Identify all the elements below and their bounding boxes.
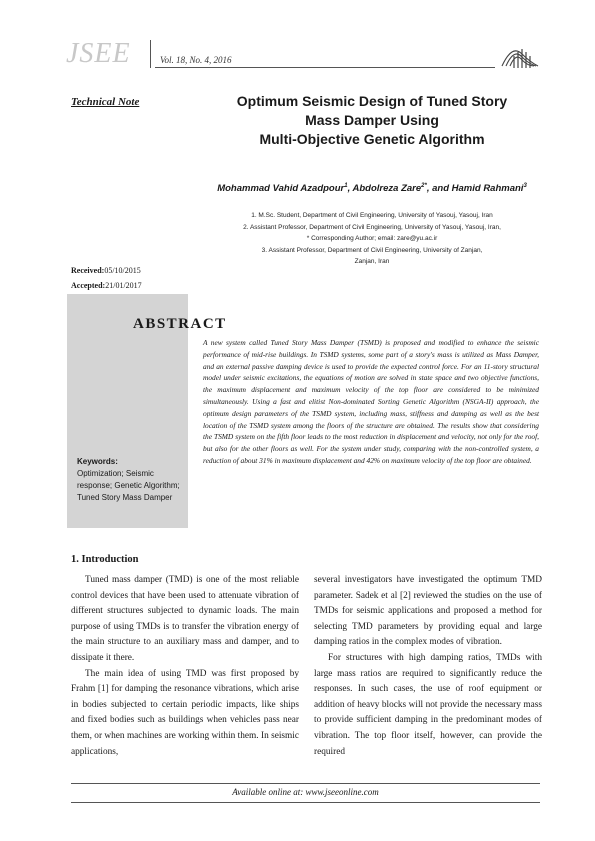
keywords-block [77,456,181,504]
affiliation-line: * Corresponding Author; email: zare@yu.ac.ir [306,235,438,242]
affiliations [190,210,554,268]
section-heading: 1. Introduction [71,554,139,565]
footer-rule-bottom [71,802,540,803]
journal-logo: JSEE [66,38,131,69]
footer-rule-top [71,783,540,784]
body-paragraph: several investigators have investigated the optimum TMD parameter. Sadek et al [2] reviewed the studies on the use of TMDs for seismic applications and proposed a method for selecting TMD parameters by providing equal and large damping ratios in the complex modes of vibration. [314,575,542,648]
accepted-label: Accepted: [71,281,106,290]
accepted-value: 21/01/2017 [105,281,142,290]
title-line: Optimum Seismic Design of Tuned Story [236,93,508,109]
article-dates [71,263,142,293]
author-separator: , and [426,183,452,195]
author-name: Mohammad Vahid Azadpour [217,183,345,195]
author-list [190,183,554,194]
volume-info: Vol. 18, No. 4, 2016 [160,55,232,65]
accepted-date [71,278,142,293]
author-name: Hamid Rahmani [451,183,524,195]
affiliation-line: Zanjan, Iran [354,258,390,265]
affiliation-line: 3. Assistant Professor, Department of Civil Engineering, University of Zanjan, [261,246,483,254]
received-date [71,263,142,278]
footer-text: Available online at: www.jseeonline.com [232,787,379,797]
body-column-left [71,573,299,760]
abstract-text: A new system called Tuned Story Mass Damper (TSMD) is proposed and modified to enhance the seismic performance of mid-rise buildings. In TSMD systems, some part of a story's mass is utilized as Mass Damper, and an external passive damping device is used to provide the expected control force. For an 11-story structural model under seismic excitations, the equations of motion are solved in state space and two objective functions, the maximum displacement and maximum velocity of the top floor are considered to be minimized simultaneously. Using a fast and elitist Non-dominated Sorting Genetic Algorithm (NSGA-II) approach, the optimum design parameters of the TSMD system, including mass, stiffness and damping as well as the best location of the TSMD system among the floors of the structure are obtained. The results show that considering the TSMD system on the fifth floor leads to the most reduction in displacement and velocity, not only for the roof, but also for the other floors as well. For the system under study, comparing with the non-controlled system, a reduction of about 31% in maximum displacement and 42% on maximum velocity of the top floor are obtained. [203,338,539,465]
author-separator: , [347,183,353,195]
author-name: Abdolreza Zare [352,183,422,195]
abstract-heading: ABSTRACT [133,316,227,332]
body-paragraph: For structures with high damping ratios, TMDs with large mass ratios are required to significantly reduce the responses. In such cases, the use of roof equipment or addition of heavy blocks will not provide the necessary mass to provide sufficient damping in the predominant modes of vibration. The top floor itself, however, can provide the required [314,652,542,757]
keywords-text: Optimization; Seismic response; Genetic Algorithm; Tuned Story Mass Damper [77,469,180,502]
body-paragraph: Tuned mass damper (TMD) is one of the most reliable control devices that have been used to attenuate vibration of different structures subjected to dynamic loads. The main purpose of using TMDs is to transfer the vibration energy of the main structure to an auxiliary mass and damper, and to dissipate it there. [71,575,299,663]
header-divider-vertical [150,40,151,68]
title-line: Multi-Objective Genetic Algorithm [259,131,485,147]
keywords-label: Keywords: [77,457,118,466]
affiliation-line: 2. Assistant Professor, Department of Civil Engineering, University of Yasouj, Yasouj, Iran, [243,223,501,231]
header-rule [155,67,495,68]
author-affiliation-mark: 3 [523,183,527,189]
title-line: Mass Damper Using [305,112,439,128]
body-column-right [314,573,542,760]
author-affiliation-mark: 2* [421,183,427,189]
body-paragraph: The main idea of using TMD was first proposed by Frahm [1] for damping the resonance vibrations, which arise in bodies subjected to certain periodic impacts, like ships and fixed bodies such as buildings when vehicles pass near them, or when machines are working within them. In seismic applications, [71,668,299,757]
received-label: Received: [71,266,105,275]
article-title [196,92,548,149]
affiliation-line: 1. M.Sc. Student, Department of Civil Engineering, University of Yasouj, Yasouj, Iran [251,212,493,219]
publisher-logo-icon [498,38,542,70]
received-value: 05/10/2015 [104,266,141,275]
author-affiliation-mark: 1 [344,183,348,189]
article-type-label: Technical Note [71,96,140,108]
